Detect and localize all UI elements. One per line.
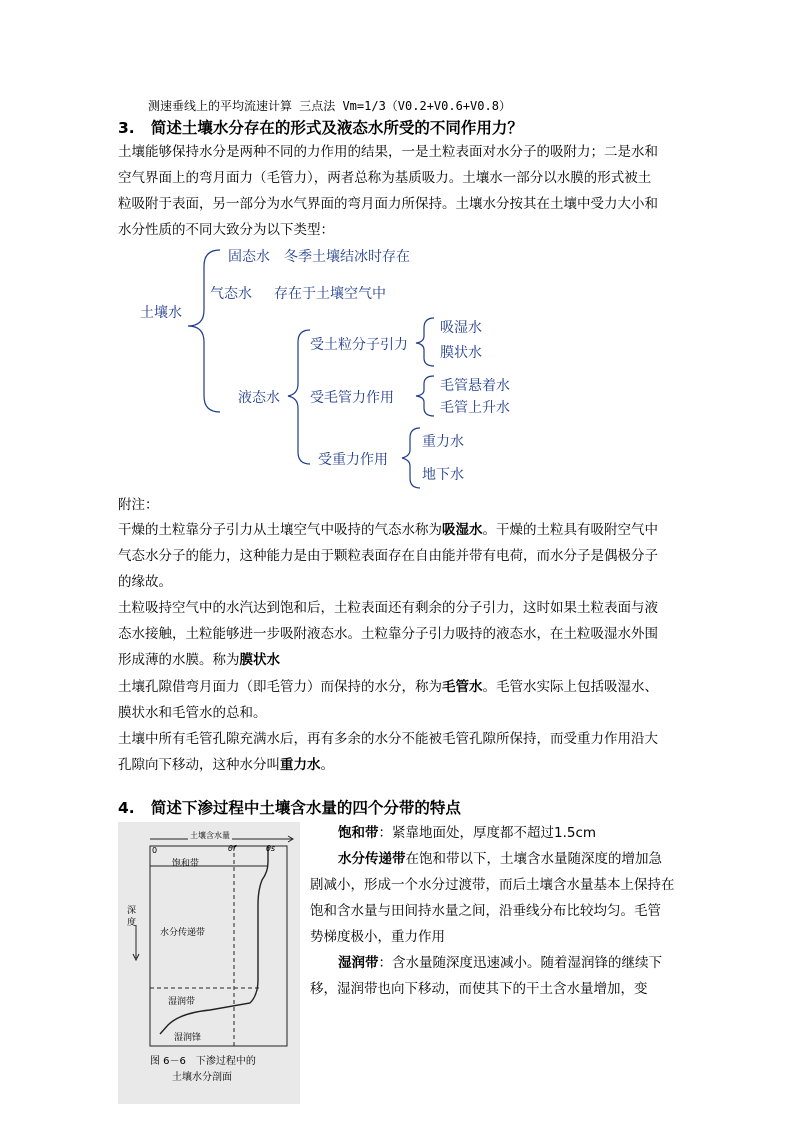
q3-number: 3.: [118, 119, 135, 137]
zone-wetting-label: 湿润带: [338, 955, 379, 971]
note-line: 态水接触，土粒能够进一步吸附液态水。土粒靠分子引力吸持的液态水，在土粒吸湿水外围: [118, 626, 658, 642]
zone-saturated-text: 饱和带：紧靠地面处，厚度都不超过1.5cm: [338, 825, 597, 841]
tree-force-2: 受毛管力作用: [310, 390, 394, 406]
figure-zone-transmission: 水分传递带: [160, 928, 206, 938]
tree-force-1: 受土粒分子引力: [310, 337, 408, 353]
note-line: 的缘故。: [118, 574, 172, 590]
tree-liquid: 液态水: [238, 390, 280, 406]
figure-theta-s: θs: [266, 844, 276, 853]
zone-transmission-text: 饱和含水量与田间持水量之间，沿垂线分布比较均匀。毛管: [310, 903, 661, 919]
zone-wetting-text: 湿润带：含水量随深度迅速减小。随着湿润锋的继续下: [338, 955, 662, 971]
zone-transmission-text: 势梯度极小，重力作用: [310, 929, 445, 945]
q4-title: 简述下渗过程中土壤含水量的四个分带的特点: [150, 799, 461, 817]
tree-gas-desc: 存在于土壤空气中: [274, 286, 386, 302]
q3-para-line: 水分性质的不同大致分为以下类型：: [118, 222, 334, 238]
q4-number: 4.: [118, 799, 135, 817]
tree-f3-b: 地下水: [422, 467, 464, 483]
zone-transmission-text: 水分传递带在饱和带以下，土壤含水量随深度的增加急: [338, 851, 662, 867]
zone-saturated-label: 饱和带: [338, 825, 379, 841]
figure-zone-wetting: 湿润带: [168, 997, 196, 1007]
note-line: 土粒吸持空气中的水汽达到饱和后，土粒表面还有剩余的分子引力，这时如果土粒表面与液: [118, 600, 658, 616]
term-gravity-water: 重力水: [280, 757, 321, 773]
figure-axis-label: 土壤含水量: [190, 831, 230, 840]
tree-gas: 气态水: [210, 286, 252, 302]
note-line: 土壤孔隙借弯月面力（即毛管力）而保持的水分，称为毛管水。毛管水实际上包括吸湿水、: [118, 679, 658, 695]
note-line: 气态水分子的能力，这种能力是由于颗粒表面存在自由能并带有电荷，而水分子是偶极分子: [118, 548, 658, 564]
q3-para-line: 土壤能够保持水分是两种不同的力作用的结果，一是土粒表面对水分子的吸附力；二是水和: [118, 144, 658, 160]
note-line: 干燥的土粒靠分子引力从土壤空气中吸持的气态水称为吸湿水。干燥的土粒具有吸附空气中: [118, 522, 658, 538]
figure-depth-label: 深度: [127, 906, 137, 928]
tree-solid: 固态水: [228, 249, 270, 265]
q3-para-line: 空气界面上的弯月面力（毛管力），两者总称为基质吸力。土壤水一部分以水膜的形式被土: [118, 170, 652, 186]
tree-solid-desc: 冬季土壤结冰时存在: [284, 249, 410, 265]
figure-caption-1: 图 6－6 下渗过程中的: [150, 1056, 256, 1067]
zone-transmission-text: 剧减小，形成一个水分过渡带，而后土壤含水量基本上保持在: [310, 877, 675, 893]
term-film-water: 膜状水: [239, 652, 280, 668]
zone-transmission-label: 水分传递带: [338, 851, 406, 867]
figure-theta-f: θf: [228, 844, 236, 853]
profile-frame: [150, 846, 287, 1046]
tree-f3-a: 重力水: [422, 434, 464, 450]
note-line: 形成薄的水膜。称为膜状水: [118, 652, 280, 668]
note-title: 附注：: [118, 497, 159, 513]
figure-wetting-front: 湿润锋: [174, 1033, 202, 1043]
figure-zone-saturated: 饱和带: [172, 859, 200, 869]
note-line: 孔隙向下移动，这种水分叫重力水。: [118, 757, 334, 773]
zone-wetting-text: 移，湿润带也向下移动，而使其下的干土含水量增加，变: [310, 981, 648, 997]
note-line: 土壤中所有毛管孔隙充满水后，再有多余的水分不能被毛管孔隙所保持，而受重力作用沿大: [118, 731, 658, 747]
formula-line: 测速垂线上的平均流速计算 三点法 Vm=1/3（V0.2+V0.6+V0.8）: [148, 99, 511, 113]
tree-f2-a: 毛管悬着水: [440, 378, 510, 394]
tree-f2-b: 毛管上升水: [440, 400, 510, 416]
figure-zero: 0: [152, 846, 158, 855]
term-capillary-water: 毛管水: [442, 679, 483, 695]
tree-root: 土壤水: [140, 305, 182, 321]
note-line: 膜状水和毛管水的总和。: [118, 705, 267, 721]
figure-caption-2: 土壤水分剖面: [172, 1072, 232, 1083]
term-hygroscopic-water: 吸湿水: [442, 522, 483, 538]
q3-para-line: 粒吸附于表面，另一部分为水气界面的弯月面力所保持。土壤水分按其在土壤中受力大小和: [118, 196, 658, 212]
q3-title: 简述土壤水分存在的形式及液态水所受的不同作用力？: [150, 119, 523, 137]
tree-force-3: 受重力作用: [318, 452, 388, 468]
tree-f1-a: 吸湿水: [440, 320, 482, 336]
tree-f1-b: 膜状水: [440, 345, 482, 361]
